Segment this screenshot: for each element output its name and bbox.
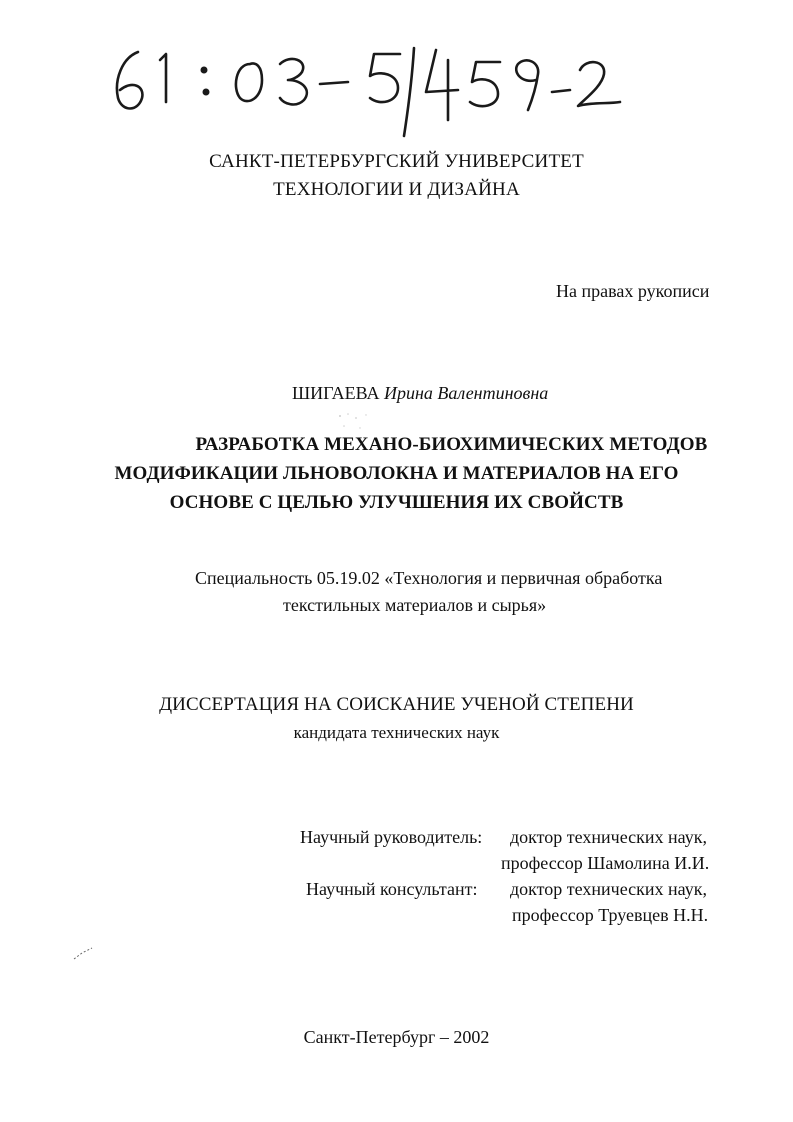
university-line-1: САНКТ-ПЕТЕРБУРГСКИЙ УНИВЕРСИТЕТ (209, 151, 584, 172)
consultant-role: Научный консультант: (306, 879, 478, 899)
author-surname: ШИГАЕВА (292, 383, 380, 403)
speciality-line-2: текстильных материалов и сырья» (283, 595, 547, 615)
author-given-names: Ирина Валентиновна (383, 383, 549, 403)
title-line-1: РАЗРАБОТКА МЕХАНО-БИОХИМИЧЕСКИХ МЕТОДОВ (195, 434, 708, 455)
city-year: Санкт-Петербург – 2002 (303, 1027, 490, 1047)
scan-speck (72, 945, 96, 961)
degree-line-1: ДИССЕРТАЦИЯ НА СОИСКАНИЕ УЧЕНОЙ СТЕПЕНИ (159, 694, 634, 715)
dissertation-title (0, 430, 793, 517)
author-name (292, 383, 548, 404)
consultant-degree: доктор технических наук, (510, 879, 707, 899)
degree-line-2: кандидата технических наук (293, 723, 500, 742)
speciality (0, 565, 793, 625)
university-name (0, 148, 793, 204)
rights-note: На правах рукописи (556, 281, 710, 301)
title-line-2: МОДИФИКАЦИИ ЛЬНОВОЛОКНА И МАТЕРИАЛОВ НА ЕГО (114, 463, 679, 484)
university-line-2: ТЕХНОЛОГИИ И ДИЗАЙНА (273, 179, 520, 200)
supervisor-name: профессор Шамолина И.И. (501, 853, 710, 873)
title-line-3: ОСНОВЕ С ЦЕЛЬЮ УЛУЧШЕНИЯ ИХ СВОЙСТВ (169, 492, 624, 513)
degree-statement (0, 691, 793, 747)
supervisor-degree: доктор технических наук, (510, 827, 707, 847)
speciality-line-1: Специальность 05.19.02 «Технология и первичная обработка (195, 568, 663, 588)
supervisor-role: Научный руководитель: (300, 827, 483, 847)
consultant-name: профессор Труевцев Н.Н. (512, 905, 709, 925)
handwritten-archive-code (108, 40, 628, 150)
